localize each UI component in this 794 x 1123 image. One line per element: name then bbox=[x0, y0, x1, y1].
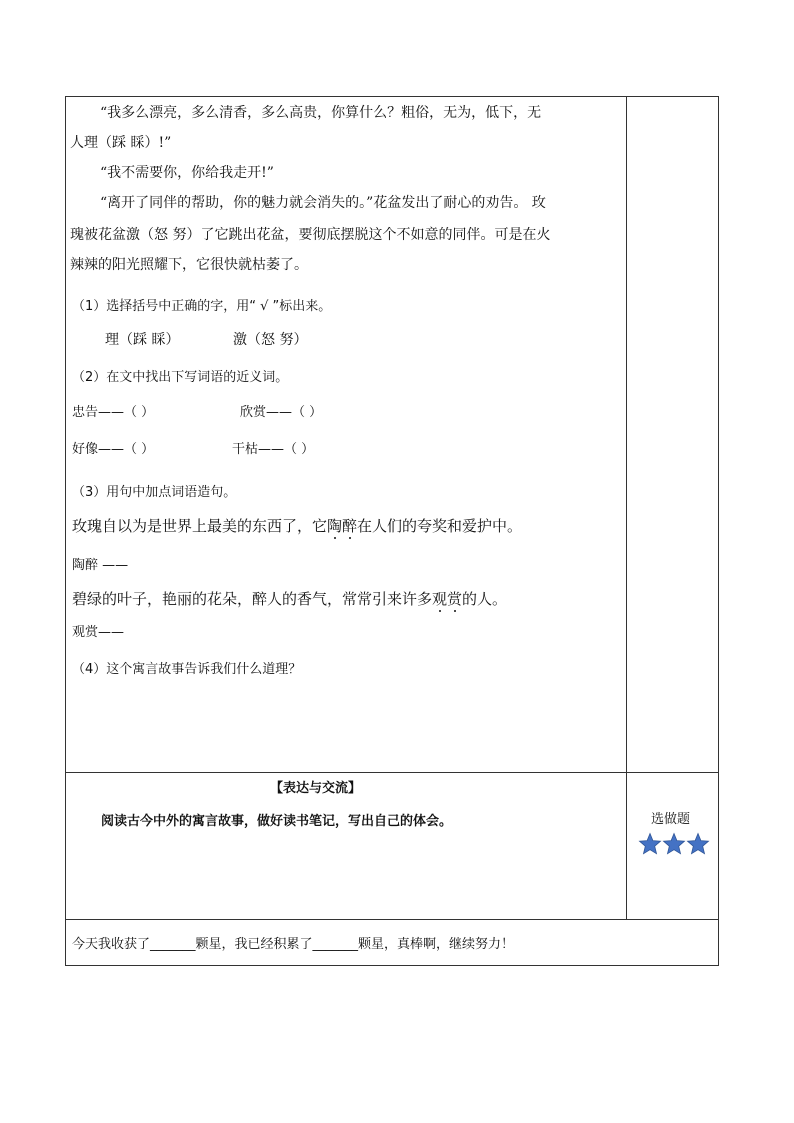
passage-line-5: 瑰被花盆激（怒 努）了它跳出花盆，要彻底摆脱这个不如意的同伴。可是在火 bbox=[70, 227, 551, 243]
question-1-option-1: 理（踩 睬） bbox=[105, 332, 180, 348]
star-icon bbox=[686, 832, 710, 856]
question-4-prompt: （4）这个寓言故事告诉我们什么道理？ bbox=[72, 662, 302, 677]
question-3-prompt: （3）用句中加点词语造句。 bbox=[72, 485, 237, 500]
question-1-prompt: （1）选择括号中正确的字，用“ √ ”标出来。 bbox=[72, 299, 332, 314]
express-heading: 【表达与交流】 bbox=[270, 781, 362, 796]
row-divider-2 bbox=[65, 919, 719, 920]
passage-line-2: 人理（踩 睬）!” bbox=[70, 135, 172, 151]
row-divider-1 bbox=[65, 772, 719, 773]
passage-line-6: 辣辣的阳光照耀下，它很快就枯萎了。 bbox=[70, 257, 308, 273]
optional-label: 选做题 bbox=[651, 812, 691, 827]
question-2-prompt: （2）在文中找出下写词语的近义词。 bbox=[72, 370, 289, 385]
star-rating bbox=[638, 832, 710, 856]
question-1-option-2: 激（怒 努） bbox=[233, 332, 308, 348]
express-task: 阅读古今中外的寓言故事，做好读书笔记，写出自己的体会。 bbox=[101, 814, 453, 829]
question-3-sentence-1: 玫瑰自以为是世界上最美的东西了，它陶醉在人们的夸奖和爱护中。 bbox=[72, 517, 523, 535]
passage-line-1: “我多么漂亮，多么清香，多么高贵，你算什么？粗俗，无为，低下，无 bbox=[100, 105, 542, 121]
question-2-word-4: 干枯——（ ） bbox=[232, 442, 315, 457]
star-icon bbox=[662, 832, 686, 856]
column-divider bbox=[626, 96, 627, 919]
question-3-label-2: 观赏—— bbox=[72, 625, 125, 640]
question-2-word-2: 欣赏——（ ） bbox=[240, 405, 323, 420]
star-icon bbox=[638, 832, 662, 856]
question-3-label-1: 陶醉 —— bbox=[72, 558, 129, 573]
question-2-word-3: 好像——（ ） bbox=[72, 442, 155, 457]
passage-line-3: “我不需要你，你给我走开!” bbox=[100, 165, 274, 181]
question-2-word-1: 忠告——（ ） bbox=[72, 405, 155, 420]
question-3-sentence-2: 碧绿的叶子，艳丽的花朵，醉人的香气，常常引来许多观赏的人。 bbox=[72, 590, 508, 608]
footer-text: 今天我收获了_______颗星，我已经积累了_______颗星，真棒啊，继续努力！ bbox=[72, 937, 515, 952]
passage-line-4: “离开了同伴的帮助，你的魅力就会消失的。”花盆发出了耐心的劝告。 玫 bbox=[100, 195, 546, 211]
